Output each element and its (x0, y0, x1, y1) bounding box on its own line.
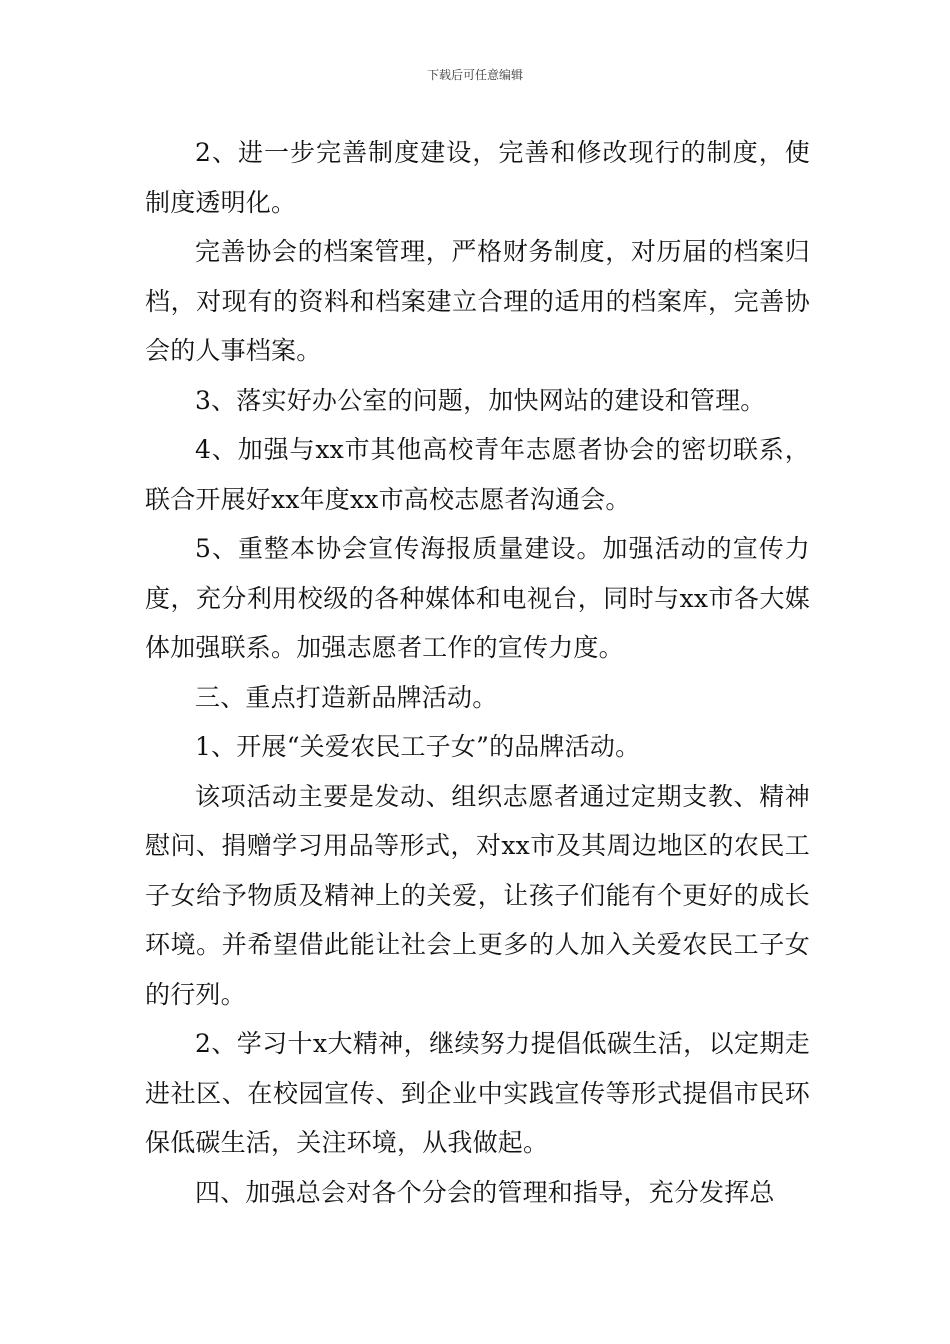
paragraph-6: 三、重点打造新品牌活动。 (195, 682, 498, 712)
paragraph-8: 该项活动主要是发动、组织志愿者通过定期支教、精神慰问、捐赠学习用品等形式，对xx市及其周边地区的农民工子女给予物质及精神上的关爱，让孩子们能有个更好的成长环境。并希望借此能让社会上更多的人加入关爱农民工子女的行列。 (145, 781, 810, 1009)
paragraph-5: 5、重整本协会宣传海报质量建设。加强活动的宣传力度，充分利用校级的各种媒体和电视台，同时与xx市各大媒体加强联系。加强志愿者工作的宣传力度。 (145, 534, 810, 662)
document-body (145, 128, 810, 1217)
paragraph-7: 1、开展“关爱农民工子女”的品牌活动。 (195, 732, 641, 761)
paragraph-3: 3、落实好办公室的问题，加快网站的建设和管理。 (195, 385, 766, 415)
paragraph-1: 2、进一步完善制度建设，完善和修改现行的制度，使制度透明化。 (145, 138, 810, 217)
paragraph-4: 4、加强与xx市其他高校青年志愿者协会的密切联系，联合开展好xx年度xx市高校志愿者沟通会。 (145, 435, 810, 514)
page-header: 下载后可任意编辑 (426, 68, 523, 82)
paragraph-9: 2、学习十x大精神，继续努力提倡低碳生活，以定期走进社区、在校园宣传、到企业中实践宣传等形式提倡市民环保低碳生活，关注环境，从我做起。 (145, 1029, 810, 1157)
paragraph-10: 四、加强总会对各个分会的管理和指导，充分发挥总 (195, 1177, 775, 1207)
paragraph-2: 完善协会的档案管理，严格财务制度，对历届的档案归档，对现有的资料和档案建立合理的适用的档案库，完善协会的人事档案。 (145, 237, 810, 365)
